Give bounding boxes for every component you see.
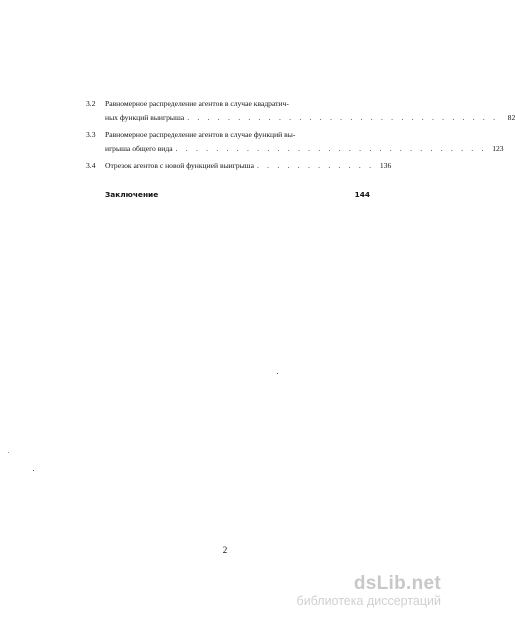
scan-speck: [8, 452, 9, 453]
toc-entry-title-line: [105, 97, 370, 111]
table-of-contents: [86, 97, 515, 201]
watermark-logo: dsLib.net: [353, 573, 441, 594]
toc-leader-dots: . . . . . . . . . . . . . . . . . . . . . . . . . . . . . . .: [187, 112, 499, 122]
toc-leader-dots: . . . . . . . . . . . .: [256, 161, 375, 170]
toc-entry-title-line: [105, 128, 370, 142]
toc-entry-title-cont: ных функций выигрыша: [105, 112, 185, 122]
toc-entry-number: 3.4: [86, 161, 96, 170]
toc-entry-title-cont: игрыша общего вида: [105, 143, 173, 153]
toc-entry-title: Равномерное распределение агентов в случае квадратич-: [105, 99, 289, 108]
scan-speck: [33, 470, 34, 471]
toc-entry-page: 136: [379, 161, 392, 170]
toc-entry-page: 82: [507, 112, 515, 122]
toc-entry-number: 3.2: [86, 99, 96, 108]
watermark-subtitle: библиотека диссертаций: [296, 594, 441, 608]
toc-entry-title-line: [105, 159, 392, 173]
watermark: [297, 574, 441, 608]
toc-entry-page: 123: [492, 143, 504, 153]
toc-entry-title: Отрезок агентов с новой функцией выигрыша: [105, 161, 254, 170]
toc-entry-3-3[interactable]: [86, 128, 504, 155]
page-number: 2: [222, 545, 228, 555]
toc-leader-dots: . . . . . . . . . . . . . . . . . . . . . . . . . . . . . . .: [175, 143, 487, 153]
toc-entry-title: Равномерное распределение агентов в случае функций вы-: [105, 130, 296, 139]
toc-entry-3-4[interactable]: [86, 159, 392, 173]
toc-conclusion-label: Заключение: [105, 189, 159, 199]
toc-entry-title-line: [105, 142, 504, 156]
toc-conclusion[interactable]: [86, 188, 370, 202]
scan-speck: [277, 373, 278, 374]
toc-entry-3-2[interactable]: [86, 97, 515, 124]
toc-entry-title-line: [105, 111, 515, 125]
toc-entry-number: 3.3: [86, 130, 96, 139]
toc-conclusion-page: 144: [354, 189, 370, 199]
